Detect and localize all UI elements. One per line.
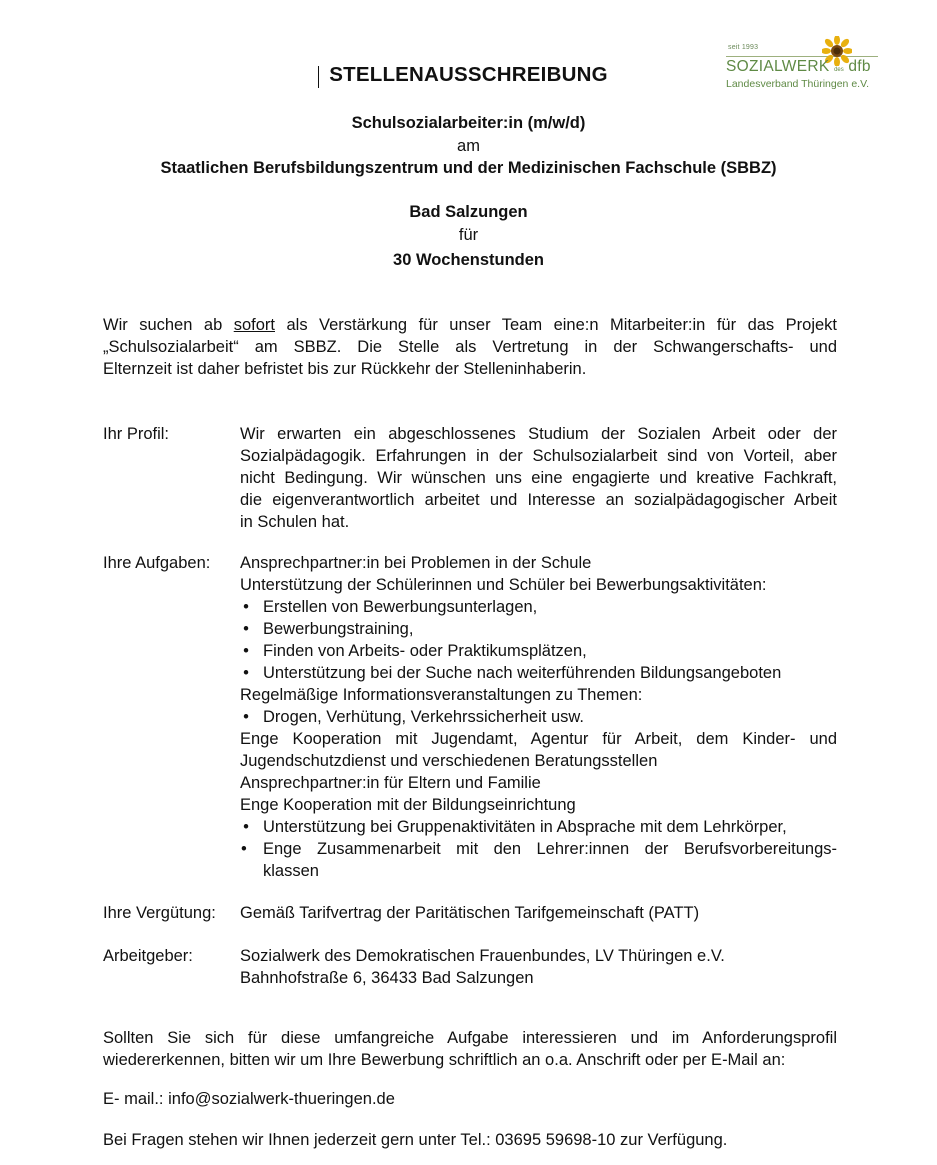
task-item: Ansprechpartner:in bei Problemen in der Schule (240, 554, 592, 572)
closing-line: Sollten Sie sich für diese umfangreiche Aufgabe interessieren und im Anforderungsprofil (103, 1029, 837, 1047)
task-item: Ansprechpartner:in für Eltern und Familie (240, 774, 541, 792)
closing-paragraph (103, 1027, 837, 1071)
profil-line: in Schulen hat. (240, 513, 350, 531)
bullet-icon: • (243, 664, 249, 682)
task-item: Unterstützung der Schülerinnen und Schüler bei Bewerbungsaktivitäten: (240, 576, 767, 594)
intro-paragraph (103, 314, 837, 380)
bullet-item-continuation: klassen (263, 862, 319, 880)
bullet-icon: • (243, 620, 249, 638)
task-item: Enge Kooperation mit der Bildungseinrichtung (240, 796, 576, 814)
employer-name: Sozialwerk des Demokratischen Frauenbundes, LV Thüringen e.V. (240, 947, 725, 965)
bullet-item: • Erstellen von Bewerbungsunterlagen, (240, 596, 837, 618)
profil-line: die eigenverantwortlich arbeitet und Interesse an sozialpädagogischer Arbeit (240, 491, 837, 509)
logo-rule (726, 56, 878, 57)
task-item: Jugendschutzdienst und verschiedenen Beratungsstellen (240, 752, 658, 770)
bullet-item: • Bewerbungstraining, (240, 618, 837, 640)
intro-line: Wir suchen ab sofort als Verstärkung für unser Team eine:n Mitarbeiter:in für das Projekt (103, 316, 837, 334)
employer-address: Bahnhofstraße 6, 36433 Bad Salzungen (240, 969, 534, 987)
aufgaben-label: Ihre Aufgaben: (103, 554, 211, 572)
logo-subline: Landesverband Thüringen e.V. (726, 78, 870, 90)
phone-line: Bei Fragen stehen wir Ihnen jederzeit gern unter Tel.: 03695 59698-10 zur Verfügung. (103, 1131, 728, 1149)
institution-name: Staatlichen Berufsbildungszentrum und der Medizinischen Fachschule (SBBZ) (160, 159, 777, 177)
bullet-icon: • (243, 598, 249, 616)
bullet-item: • Unterstützung bei Gruppenaktivitäten in Absprache mit dem Lehrkörper, (240, 816, 837, 838)
arbeitgeber-text (240, 945, 837, 989)
profil-line: Wir erwarten ein abgeschlossenes Studium der Sozialen Arbeit oder der (240, 425, 837, 443)
profil-text (240, 423, 837, 533)
weekly-hours: 30 Wochenstunden (393, 251, 544, 269)
email-line (103, 1088, 395, 1110)
bullet-item: • Drogen, Verhütung, Verkehrssicherheit usw. (240, 706, 837, 728)
am-text: am (457, 137, 480, 155)
logo-since-text: seit 1993 (728, 44, 759, 51)
bullet-item: • Finden von Arbeits- oder Praktikumsplätzen, (240, 640, 837, 662)
verguetung-text: Gemäß Tarifvertrag der Paritätischen Tarifgemeinschaft (PATT) (240, 904, 700, 922)
closing-line: wiedererkennen, bitten wir um Ihre Bewerbung schriftlich an o.a. Anschrift oder per E-Mail an: (103, 1051, 786, 1069)
fuer-text: für (458, 226, 479, 244)
profil-line: nicht Bedingung. Wir wünschen uns eine engagierte und kreative Fachkraft, (240, 469, 837, 487)
profil-line: Sozialpädagogik. Erfahrungen in der Schulsozialarbeit sind von Vorteil, aber (240, 447, 837, 465)
bullet-icon: • (243, 708, 249, 726)
document-title: STELLENAUSSCHREIBUNG (329, 63, 608, 86)
intro-line: „Schulsozialarbeit“ am SBBZ. Die Stelle als Vertretung in der Schwangerschafts- und (103, 338, 837, 356)
verguetung-label: Ihre Vergütung: (103, 904, 216, 922)
aufgaben-list (240, 552, 837, 882)
task-item: Regelmäßige Informationsveranstaltungen zu Themen: (240, 686, 643, 704)
profil-label: Ihr Profil: (103, 425, 170, 443)
email-address[interactable]: info@sozialwerk-thueringen.de (168, 1090, 395, 1108)
bullet-icon: • (243, 642, 249, 660)
bullet-item: • Enge Zusammenarbeit mit den Lehrer:innen der Berufsvorbereitungs- (241, 840, 837, 858)
bullet-icon: • (243, 818, 249, 836)
email-label: E- mail.: (103, 1090, 164, 1108)
sofort-underlined: sofort (233, 316, 275, 334)
bullet-icon: • (241, 840, 247, 858)
location-name: Bad Salzungen (409, 203, 528, 221)
arbeitgeber-label: Arbeitgeber: (103, 947, 193, 965)
task-item: Enge Kooperation mit Jugendamt, Agentur für Arbeit, dem Kinder- und (240, 730, 837, 748)
position-title: Schulsozialarbeiter:in (m/w/d) (351, 114, 586, 132)
intro-line: Elternzeit ist daher befristet bis zur Rückkehr der Stelleninhaberin. (103, 360, 587, 378)
logo-name: SOZIALWERK des dfb (726, 58, 871, 75)
bullet-item: • Unterstützung bei der Suche nach weiterführenden Bildungsangeboten (240, 662, 837, 684)
